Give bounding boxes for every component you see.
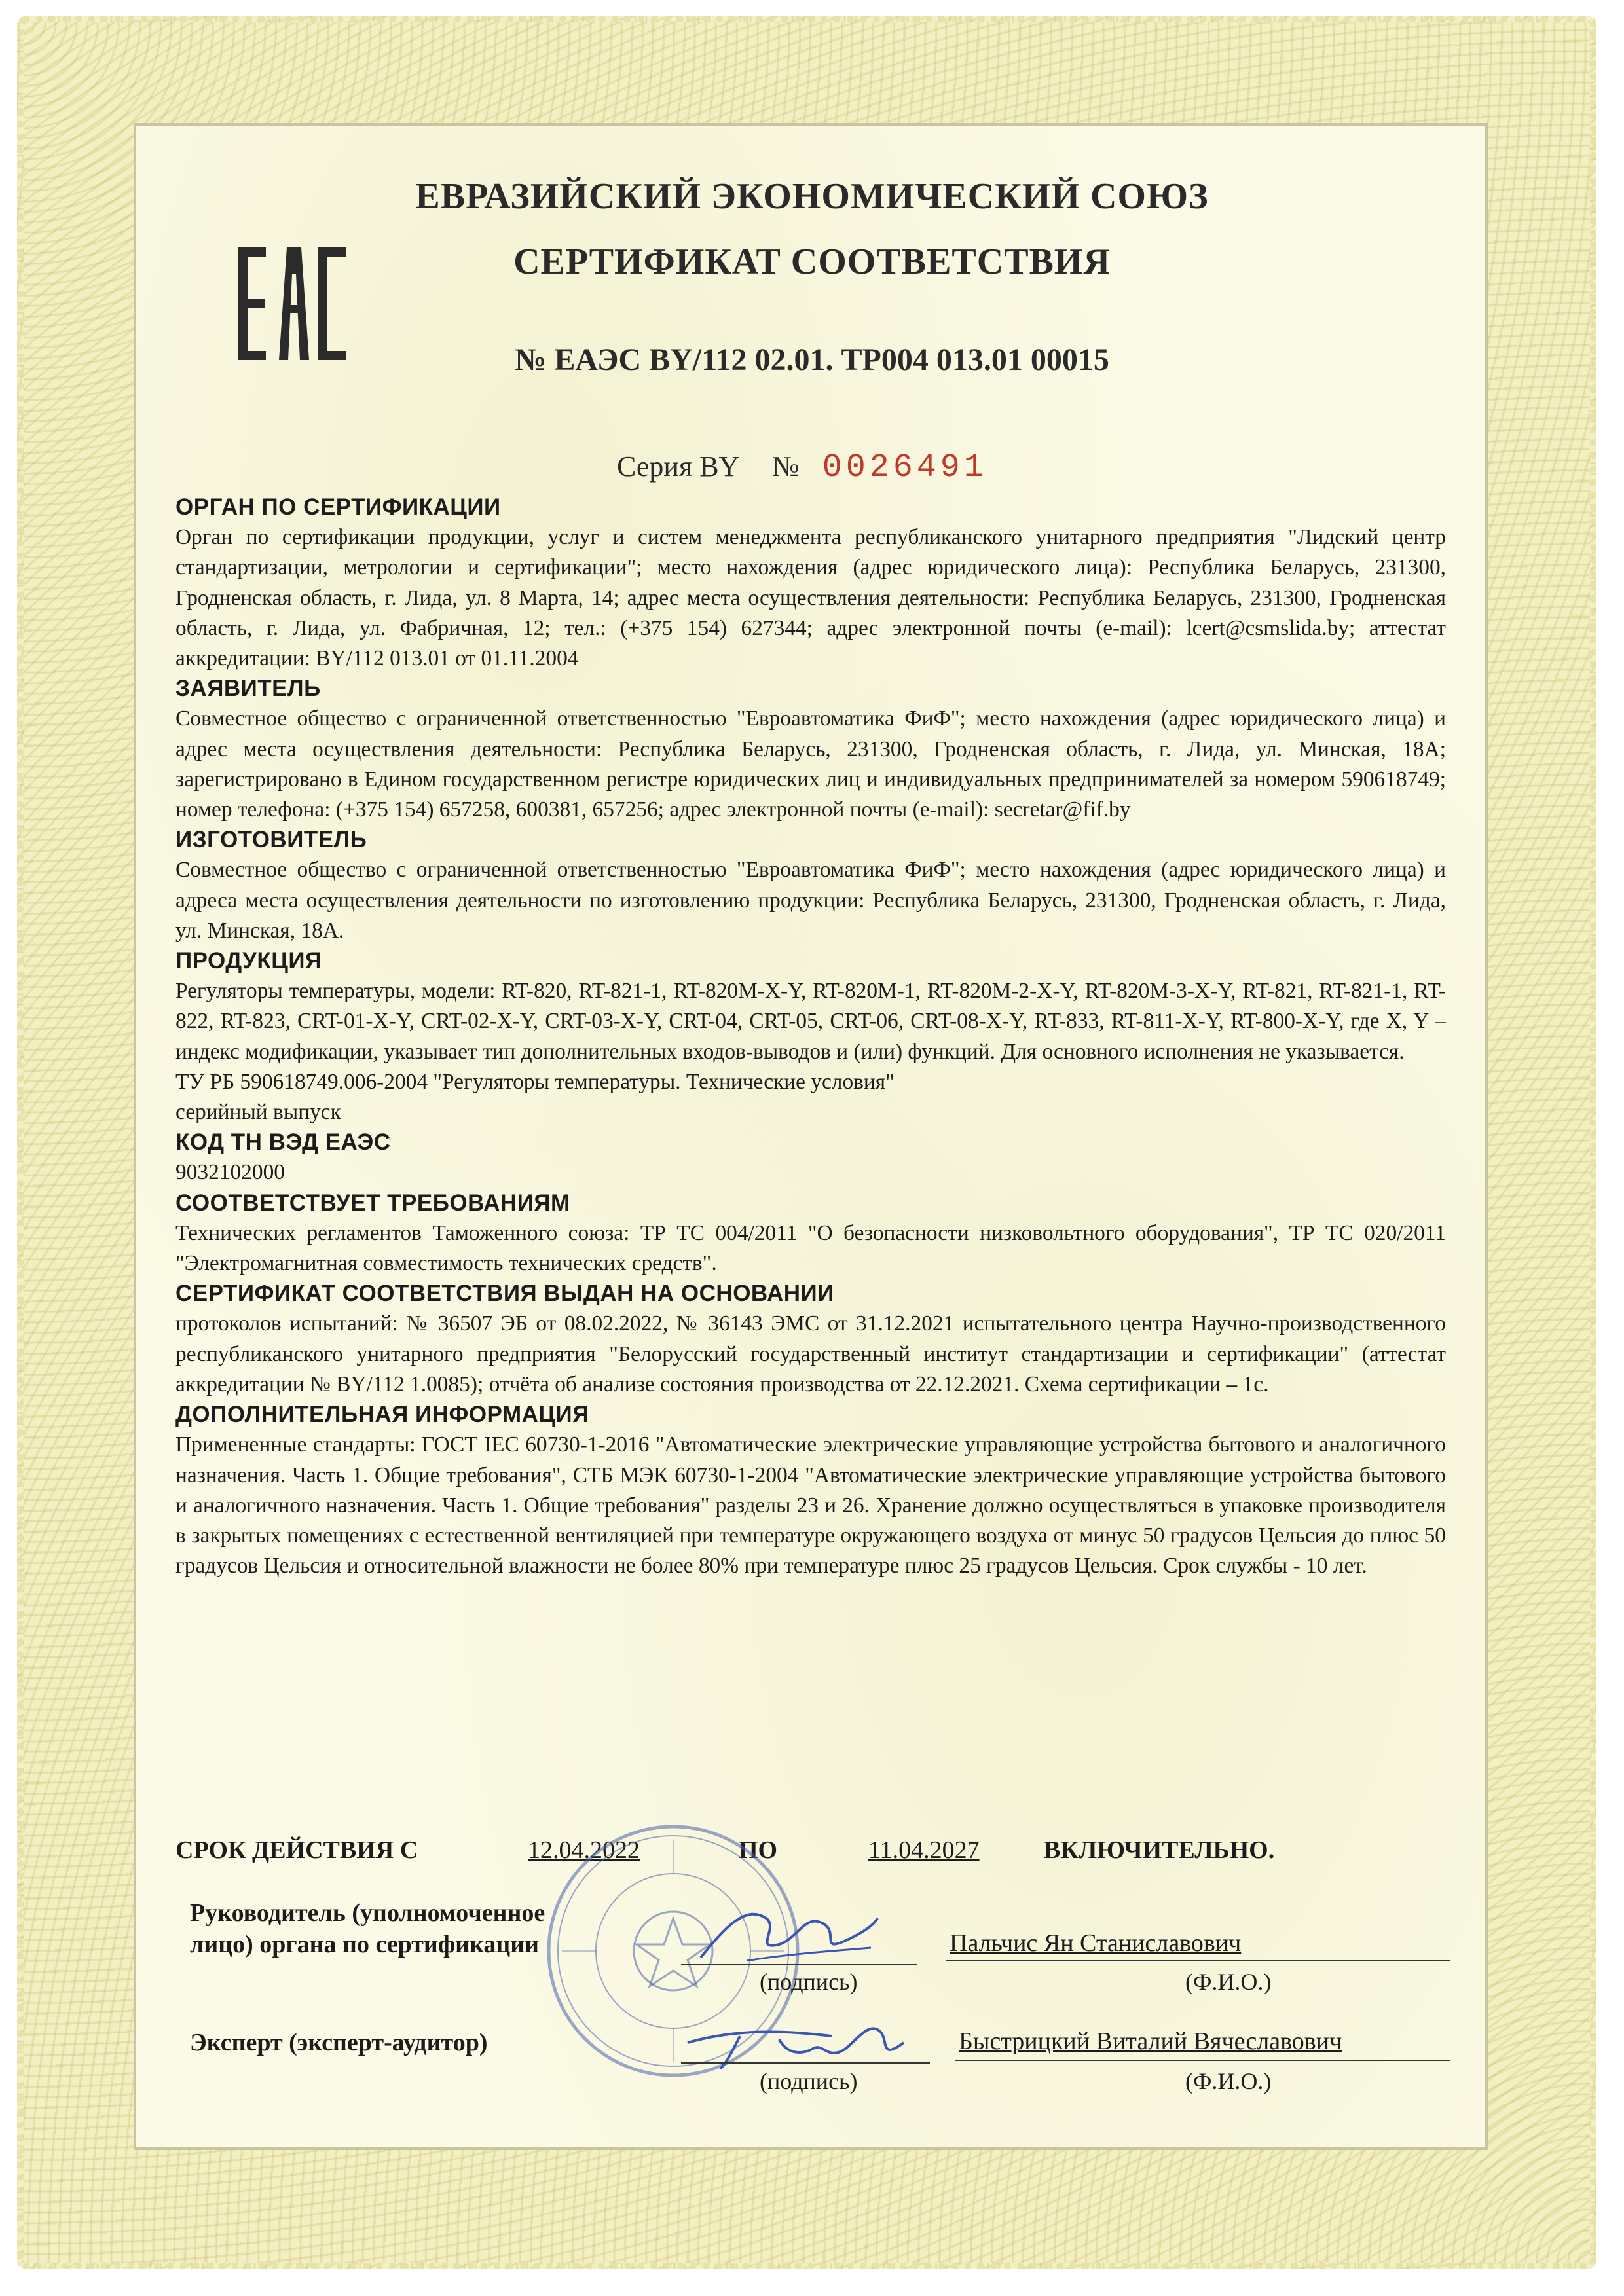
section-heading-hs-code: КОД ТН ВЭД ЕАЭС: [175, 1129, 391, 1156]
products-text: Регуляторы температуры, модели: RT-820, RT-821-1, RT-820M-X-Y, RT-820M-1, RT-820M-2-X-Y, RT-820M-3-X-Y, RT-821, RT-821-1, RT-822, RT-823, CRT-01-X-Y, CRT-02-X-Y, CRT-03-X-Y, CRT-04, CRT-05, CRT-06, CRT-08-X-Y, RT-833, RT-811-X-Y, RT-800-X-Y, где X, Y – индекс модификации, указывает тип дополнительных входов-выводов и (или) функций. Для основного исполнения не указывается.: [175, 979, 1446, 1064]
head-label-line2: лицо) органа по сертификации: [190, 1931, 540, 1958]
expert-name: Быстрицкий Виталий Вячеславович: [959, 2028, 1342, 2055]
section-heading-certification-body: ОРГАН ПО СЕРТИФИКАЦИИ: [175, 494, 501, 520]
applicant-text: Совместное общество с ограниченной ответственностью "Евроавтоматика ФиФ"; место нахождения (адрес юридического лица) и адрес места осуществления деятельности: Республика Беларусь, 231300, Гродненская область, г. Лида, ул. Минская, 18А; зарегистрировано в Едином государственном регистре юридических лиц и индивидуальных предпринимателей за номером 590618749; номер телефона: (+375 154) 657258, 600381, 657256; адрес электронной почты (e-mail): secretar@fif.by: [175, 706, 1446, 822]
products-spec: ТУ РБ 590618749.006-2004 "Регуляторы температуры. Технические условия": [175, 1069, 895, 1094]
certificate-title: СЕРТИФИКАТ СООТВЕТСТВИЯ: [513, 242, 1111, 282]
expert-label: Эксперт (эксперт-аудитор): [190, 2029, 488, 2056]
head-signature-caption: (подпись): [760, 1969, 858, 1995]
validity-to-date: 11.04.2027: [868, 1836, 980, 1864]
section-heading-basis: СЕРТИФИКАТ СООТВЕТСТВИЯ ВЫДАН НА ОСНОВАНИИ: [175, 1281, 834, 1307]
conforms-text: Технических регламентов Таможенного союза: ТР ТС 004/2011 "О безопасности низковольтного оборудования", ТР ТС 020/2011 "Электромагнитная совместимость технических средств".: [175, 1220, 1446, 1276]
section-heading-applicant: ЗАЯВИТЕЛЬ: [175, 676, 321, 702]
head-name: Пальчис Ян Станиславович: [950, 1929, 1242, 1957]
section-heading-additional: ДОПОЛНИТЕЛЬНАЯ ИНФОРМАЦИЯ: [175, 1402, 589, 1428]
validity-suffix: ВКЛЮЧИТЕЛЬНО.: [1044, 1836, 1275, 1864]
serial-number: 0026491: [822, 449, 987, 486]
certificate-number: № ЕАЭС BY/112 02.01. ТР004 013.01 00015: [515, 342, 1109, 377]
series-line: [617, 449, 987, 486]
section-heading-conforms: СООТВЕТСТВУЕТ ТРЕБОВАНИЯМ: [175, 1190, 570, 1216]
section-heading-manufacturer: ИЗГОТОВИТЕЛЬ: [175, 827, 367, 853]
expert-name-caption: (Ф.И.О.): [1185, 2068, 1272, 2094]
head-name-caption: (Ф.И.О.): [1185, 1969, 1272, 1995]
validity-line: [0, 1836, 1624, 1875]
head-label-line1: Руководитель (уполномоченное: [190, 1899, 545, 1927]
validity-label: СРОК ДЕЙСТВИЯ С: [175, 1836, 418, 1864]
products-production: серийный выпуск: [175, 1100, 341, 1125]
series-label: Серия BY: [617, 450, 739, 483]
section-heading-products: ПРОДУКЦИЯ: [175, 948, 322, 974]
official-seal: [542, 1820, 804, 2082]
basis-text: протоколов испытаний: № 36507 ЭБ от 08.02.2022, № 36143 ЭМС от 31.12.2021 испытательного центра Научно-производственного республиканского унитарного предприятия "Белорусский государственный институт стандартизации и сертификации" (аттестат аккредитации № BY/112 1.0085); отчёта об анализе состояния производства от 22.12.2021. Схема сертификации – 1с.: [175, 1311, 1446, 1396]
manufacturer-text: Совместное общество с ограниченной ответственностью "Евроавтоматика ФиФ"; место нахождения (адрес юридического лица) и адреса места осуществления деятельности по изготовлению продукции: Республика Беларусь, 231300, Гродненская область, г. Лида, ул. Минская, 18А.: [175, 858, 1446, 943]
number-sign: №: [771, 450, 800, 483]
expert-signature-caption: (подпись): [760, 2068, 858, 2094]
certificate-body: [175, 492, 1446, 1581]
validity-to-label: ПО: [739, 1836, 778, 1864]
hs-code-text: 9032102000: [175, 1160, 285, 1185]
certification-body-text: Орган по сертификации продукции, услуг и систем менеджмента республиканского унитарного предприятия "Лидский центр стандартизации, метрологии и сертификации"; место нахождения (адрес юридического лица): Республика Беларусь, 231300, Гродненская область, г. Лида, ул. 8 Марта, 14; адрес места осуществления деятельности: Республика Беларусь, 231300, Гродненская область, г. Лида, ул. Фабричная, 12; тел.: (+375 154) 627344; адрес электронной почты (e-mail): lcert@csmslida.by; аттестат аккредитации: BY/112 013.01 от 01.11.2004: [175, 525, 1446, 671]
additional-text: Примененные стандарты: ГОСТ IEC 60730-1-2016 "Автоматические электрические управляющие устройства бытового и аналогичного назначения. Часть 1. Общие требования", СТБ МЭК 60730-1-2004 "Автоматические электрические управляющие устройства бытового и аналогичного назначения. Часть 1. Общие требования" разделы 23 и 26. Хранение должно осуществляться в упаковке производителя в закрытых помещениях с естественной вентиляцией при температуре окружающего воздуха от минус 50 градусов Цельсия до плюс 50 градусов Цельсия и относительной влажности не более 80% при температуре плюс 25 градусов Цельсия. Срок службы - 10 лет.: [175, 1432, 1446, 1578]
union-title: ЕВРАЗИЙСКИЙ ЭКОНОМИЧЕСКИЙ СОЮЗ: [415, 176, 1209, 217]
validity-from-date: 12.04.2022: [528, 1836, 640, 1864]
